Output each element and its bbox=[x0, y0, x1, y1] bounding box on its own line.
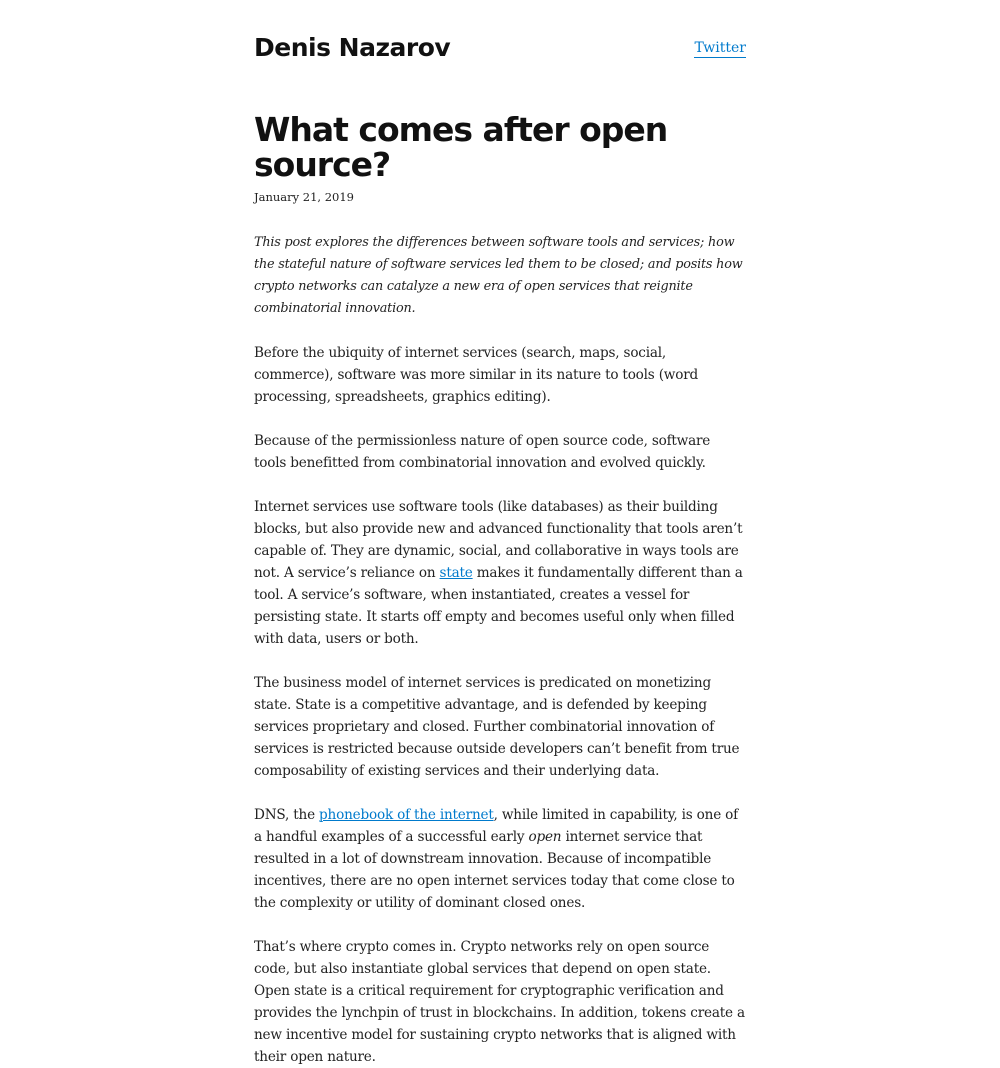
post-intro: This post explores the differences between software tools and services; how the stateful nature of software services led them to be closed; and posits how crypto networks can catalyze a new era of open services that reignite combinatorial innovation. bbox=[254, 235, 743, 316]
post-title: What comes after open source? bbox=[254, 110, 668, 184]
post-article bbox=[254, 112, 746, 1068]
twitter-link[interactable]: Twitter bbox=[694, 40, 746, 56]
paragraph-3-text-after: makes it fundamentally different than a tool. A service’s software, when instantiated, creates a vessel for persisting state. It starts off empty and becomes useful only when filled with data, users or both. bbox=[254, 565, 743, 647]
paragraph-6: That’s where crypto comes in. Crypto networks rely on open source code, but also instantiate global services that depend on open state. Open state is a critical requirement for cryptographic verification and provides the lynchpin of trust in blockchains. In addition, tokens create a new incentive model for sustaining crypto networks that is aligned with their open nature. bbox=[254, 939, 745, 1065]
paragraph-5-text-before: DNS, the bbox=[254, 807, 320, 823]
post-date: January 21, 2019 bbox=[254, 190, 354, 204]
state-link[interactable]: state bbox=[439, 565, 473, 581]
paragraph-5-text-after: internet service that resulted in a lot of downstream innovation. Because of incompatible incentives, there are no open internet services today that come close to the complexity or utility of dominant closed ones. bbox=[254, 829, 735, 911]
post-content bbox=[254, 232, 746, 1068]
paragraph-2: Because of the permissionless nature of open source code, software tools benefitted from combinatorial innovation and evolved quickly. bbox=[254, 433, 711, 471]
page-container bbox=[254, 0, 746, 1068]
phonebook-link[interactable]: phonebook of the internet bbox=[319, 807, 494, 823]
paragraph-1: Before the ubiquity of internet services (search, maps, social, commerce), software was more similar in its nature to tools (word processing, spreadsheets, graphics editing). bbox=[254, 345, 699, 405]
site-header bbox=[254, 0, 746, 112]
paragraph-5 bbox=[254, 804, 746, 914]
site-title[interactable]: Denis Nazarov bbox=[254, 33, 451, 62]
paragraph-3-text-before: Internet services use software tools (like databases) as their building blocks, but also provide new and advanced functionality that tools aren’t capable of. They are dynamic, social, and collaborative in ways tools are not. A service’s reliance on bbox=[254, 499, 743, 581]
paragraph-3 bbox=[254, 496, 746, 650]
paragraph-5-text-middle: , while limited in capability, is one of a handful examples of a successful early bbox=[254, 807, 739, 845]
paragraph-5-emphasis: open bbox=[528, 829, 562, 845]
paragraph-4: The business model of internet services is predicated on monetizing state. State is a competitive advantage, and is defended by keeping services proprietary and closed. Further combinatorial innovation of services is restricted because outside developers can’t benefit from true composability of existing services and their underlying data. bbox=[254, 675, 740, 779]
